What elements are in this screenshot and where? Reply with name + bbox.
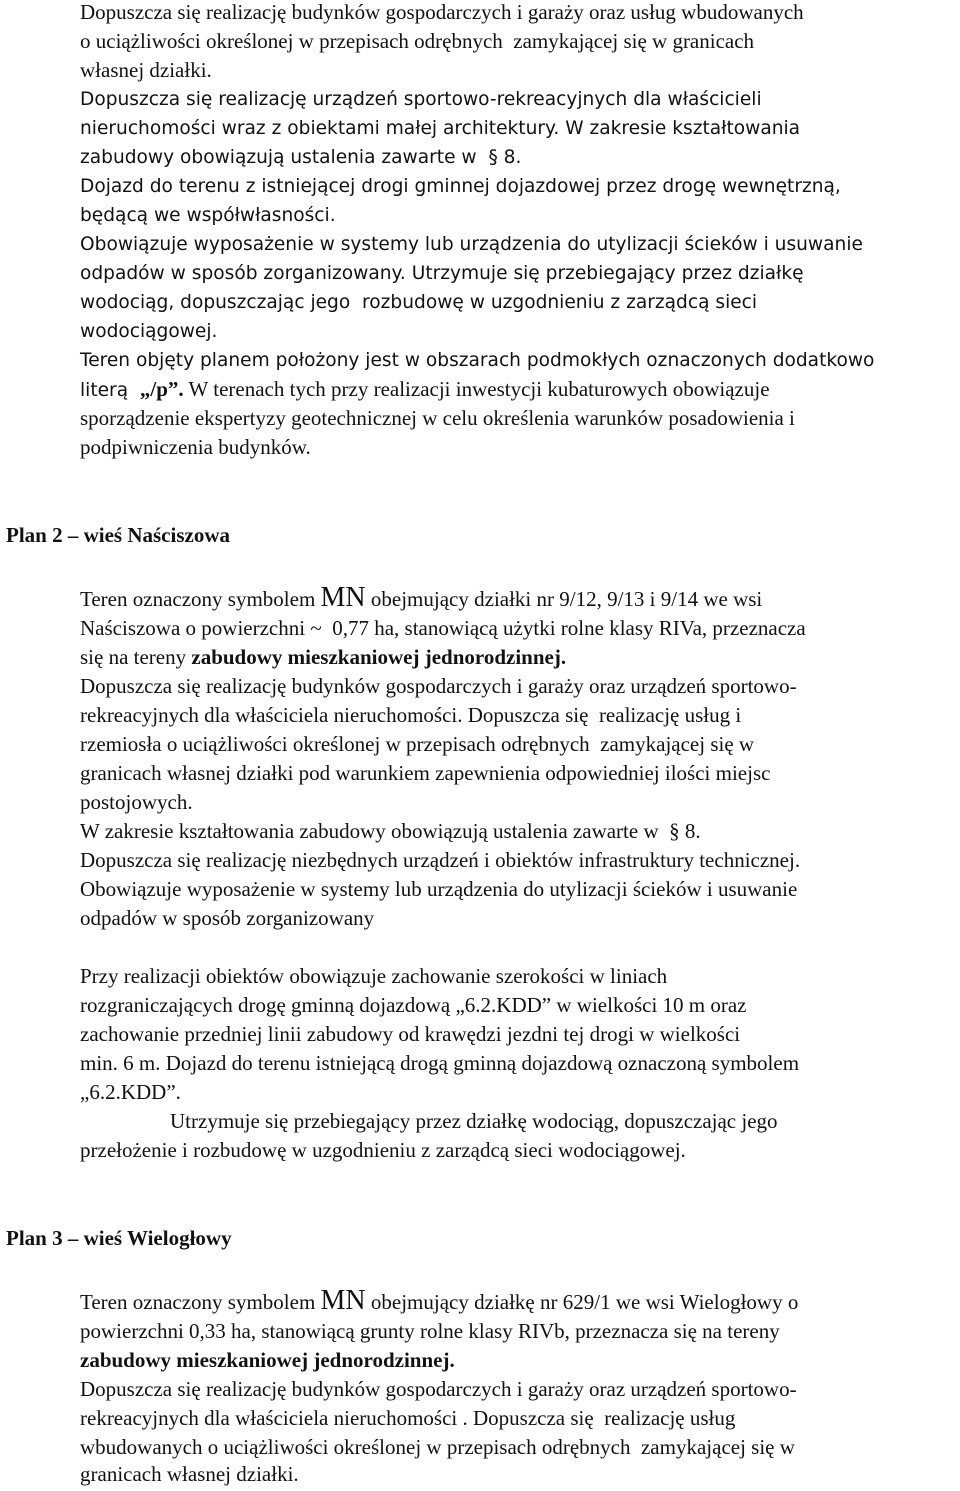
text-run: obejmujący działkę nr 629/1 we wsi Wielogłowy o xyxy=(365,1290,799,1314)
emphasis-text: zabudowy mieszkaniowej jednorodzinnej. xyxy=(191,645,567,669)
paragraph-line: zachowanie przedniej linii zabudowy od krawędzi jezdni tej drogi w wielkości xyxy=(80,1022,741,1046)
section-heading: Plan 2 – wieś Naściszowa xyxy=(6,523,230,547)
paragraph-line: zabudowy mieszkaniowej jednorodzinnej. xyxy=(80,1348,455,1372)
paragraph-line: zabudowy obowiązują ustalenia zawarte w § 8. xyxy=(80,147,522,168)
paragraph-line: W zakresie kształtowania zabudowy obowiązują ustalenia zawarte w § 8. xyxy=(80,819,701,843)
paragraph-line: Dopuszcza się realizację urządzeń sportowo-rekreacyjnych dla właścicieli xyxy=(80,89,762,110)
paragraph-line: sporządzenie ekspertyzy geotechnicznej w celu określenia warunków posadowienia i xyxy=(80,406,795,430)
paragraph-line: Dojazd do terenu z istniejącej drogi gminnej dojazdowej przez drogę wewnętrzną, xyxy=(80,176,841,197)
paragraph-line xyxy=(80,377,770,403)
paragraph-line: rekreacyjnych dla właściciela nieruchomości . Dopuszcza się realizację usług xyxy=(80,1406,736,1430)
paragraph-line: Dopuszcza się realizację budynków gospodarczych i garaży oraz urządzeń sportowo- xyxy=(80,674,797,698)
paragraph-line: rzemiosła o uciążliwości określonej w przepisach odrębnych zamykającej się w xyxy=(80,732,755,756)
paragraph-line xyxy=(80,645,566,670)
paragraph-line: Naściszowa o powierzchni ~ 0,77 ha, stanowiącą użytki rolne klasy RIVa, przeznacza xyxy=(80,616,806,640)
paragraph-line: granicach własnej działki. xyxy=(80,1462,299,1486)
paragraph-line: Przy realizacji obiektów obowiązuje zachowanie szerokości w liniach xyxy=(80,964,668,988)
paragraph-line: wodociągowej. xyxy=(80,321,218,342)
paragraph-line: rekreacyjnych dla właściciela nieruchomości. Dopuszcza się realizację usług i xyxy=(80,703,742,727)
paragraph-line: Utrzymuje się przebiegający przez działkę wodociąg, dopuszczając jego xyxy=(170,1109,778,1133)
zone-symbol: MN xyxy=(320,582,366,613)
paragraph-line: granicach własnej działki pod warunkiem zapewnienia odpowiedniej ilości miejsc xyxy=(80,761,771,785)
text-run: się na tereny xyxy=(80,645,192,669)
paragraph-line: odpadów w sposób zorganizowany. Utrzymuje się przebiegający przez działkę xyxy=(80,263,804,284)
paragraph-line: postojowych. xyxy=(80,790,193,814)
paragraph-line: nieruchomości wraz z obiektami małej architektury. W zakresie kształtowania xyxy=(80,118,801,139)
text-run: Teren oznaczony symbolem xyxy=(80,587,321,611)
paragraph-line: własnej działki. xyxy=(80,58,212,82)
paragraph-line: rozgraniczających drogę gminną dojazdową „6.2.KDD” w wielkości 10 m oraz xyxy=(80,993,747,1017)
paragraph-line: powierzchni 0,33 ha, stanowiącą grunty rolne klasy RIVb, przeznacza się na tereny xyxy=(80,1319,780,1343)
text-run: obejmujący działki nr 9/12, 9/13 i 9/14 we wsi xyxy=(365,587,763,611)
paragraph-line: o uciążliwości określonej w przepisach odrębnych zamykającej się w granicach xyxy=(80,29,755,53)
paragraph-line: Dopuszcza się realizację budynków gospodarczych i garaży oraz urządzeń sportowo- xyxy=(80,1377,797,1401)
section-heading: Plan 3 – wieś Wielogłowy xyxy=(6,1226,232,1250)
paragraph-line: Dopuszcza się realizację budynków gospodarczych i garaży oraz usług wbudowanych xyxy=(80,0,804,24)
paragraph-line: Teren objęty planem położony jest w obszarach podmokłych oznaczonych dodatkowo xyxy=(80,350,875,371)
paragraph-line: będącą we współwłasności. xyxy=(80,205,336,226)
paragraph-line: Dopuszcza się realizację niezbędnych urządzeń i obiektów infrastruktury technicznej. xyxy=(80,848,801,872)
paragraph-line: Obowiązuje wyposażenie w systemy lub urządzenia do utylizacji ścieków i usuwanie xyxy=(80,234,863,255)
paragraph-line: min. 6 m. Dojazd do terenu istniejącą drogą gminną dojazdową oznaczoną symbolem xyxy=(80,1051,800,1075)
zone-symbol: MN xyxy=(320,1285,366,1316)
text-run: literą xyxy=(80,380,140,401)
text-run: W terenach tych przy realizacji inwestycji kubaturowych obowiązuje xyxy=(183,377,770,401)
paragraph-line xyxy=(80,1285,799,1316)
paragraph-line: „6.2.KDD”. xyxy=(80,1080,181,1104)
paragraph-line: wodociąg, dopuszczając jego rozbudowę w uzgodnieniu z zarządcą sieci xyxy=(80,292,758,313)
paragraph-line: wbudowanych o uciążliwości określonej w przepisach odrębnych zamykającej się w xyxy=(80,1435,795,1459)
marker-text: „/p”. xyxy=(139,377,184,401)
text-run: Teren oznaczony symbolem xyxy=(80,1290,321,1314)
paragraph-line: odpadów w sposób zorganizowany xyxy=(80,906,375,930)
paragraph-line: podpiwniczenia budynków. xyxy=(80,435,311,459)
paragraph-line xyxy=(80,582,763,613)
paragraph-line: Obowiązuje wyposażenie w systemy lub urządzenia do utylizacji ścieków i usuwanie xyxy=(80,877,798,901)
paragraph-line: przełożenie i rozbudowę w uzgodnieniu z zarządcą sieci wodociągowej. xyxy=(80,1138,686,1162)
